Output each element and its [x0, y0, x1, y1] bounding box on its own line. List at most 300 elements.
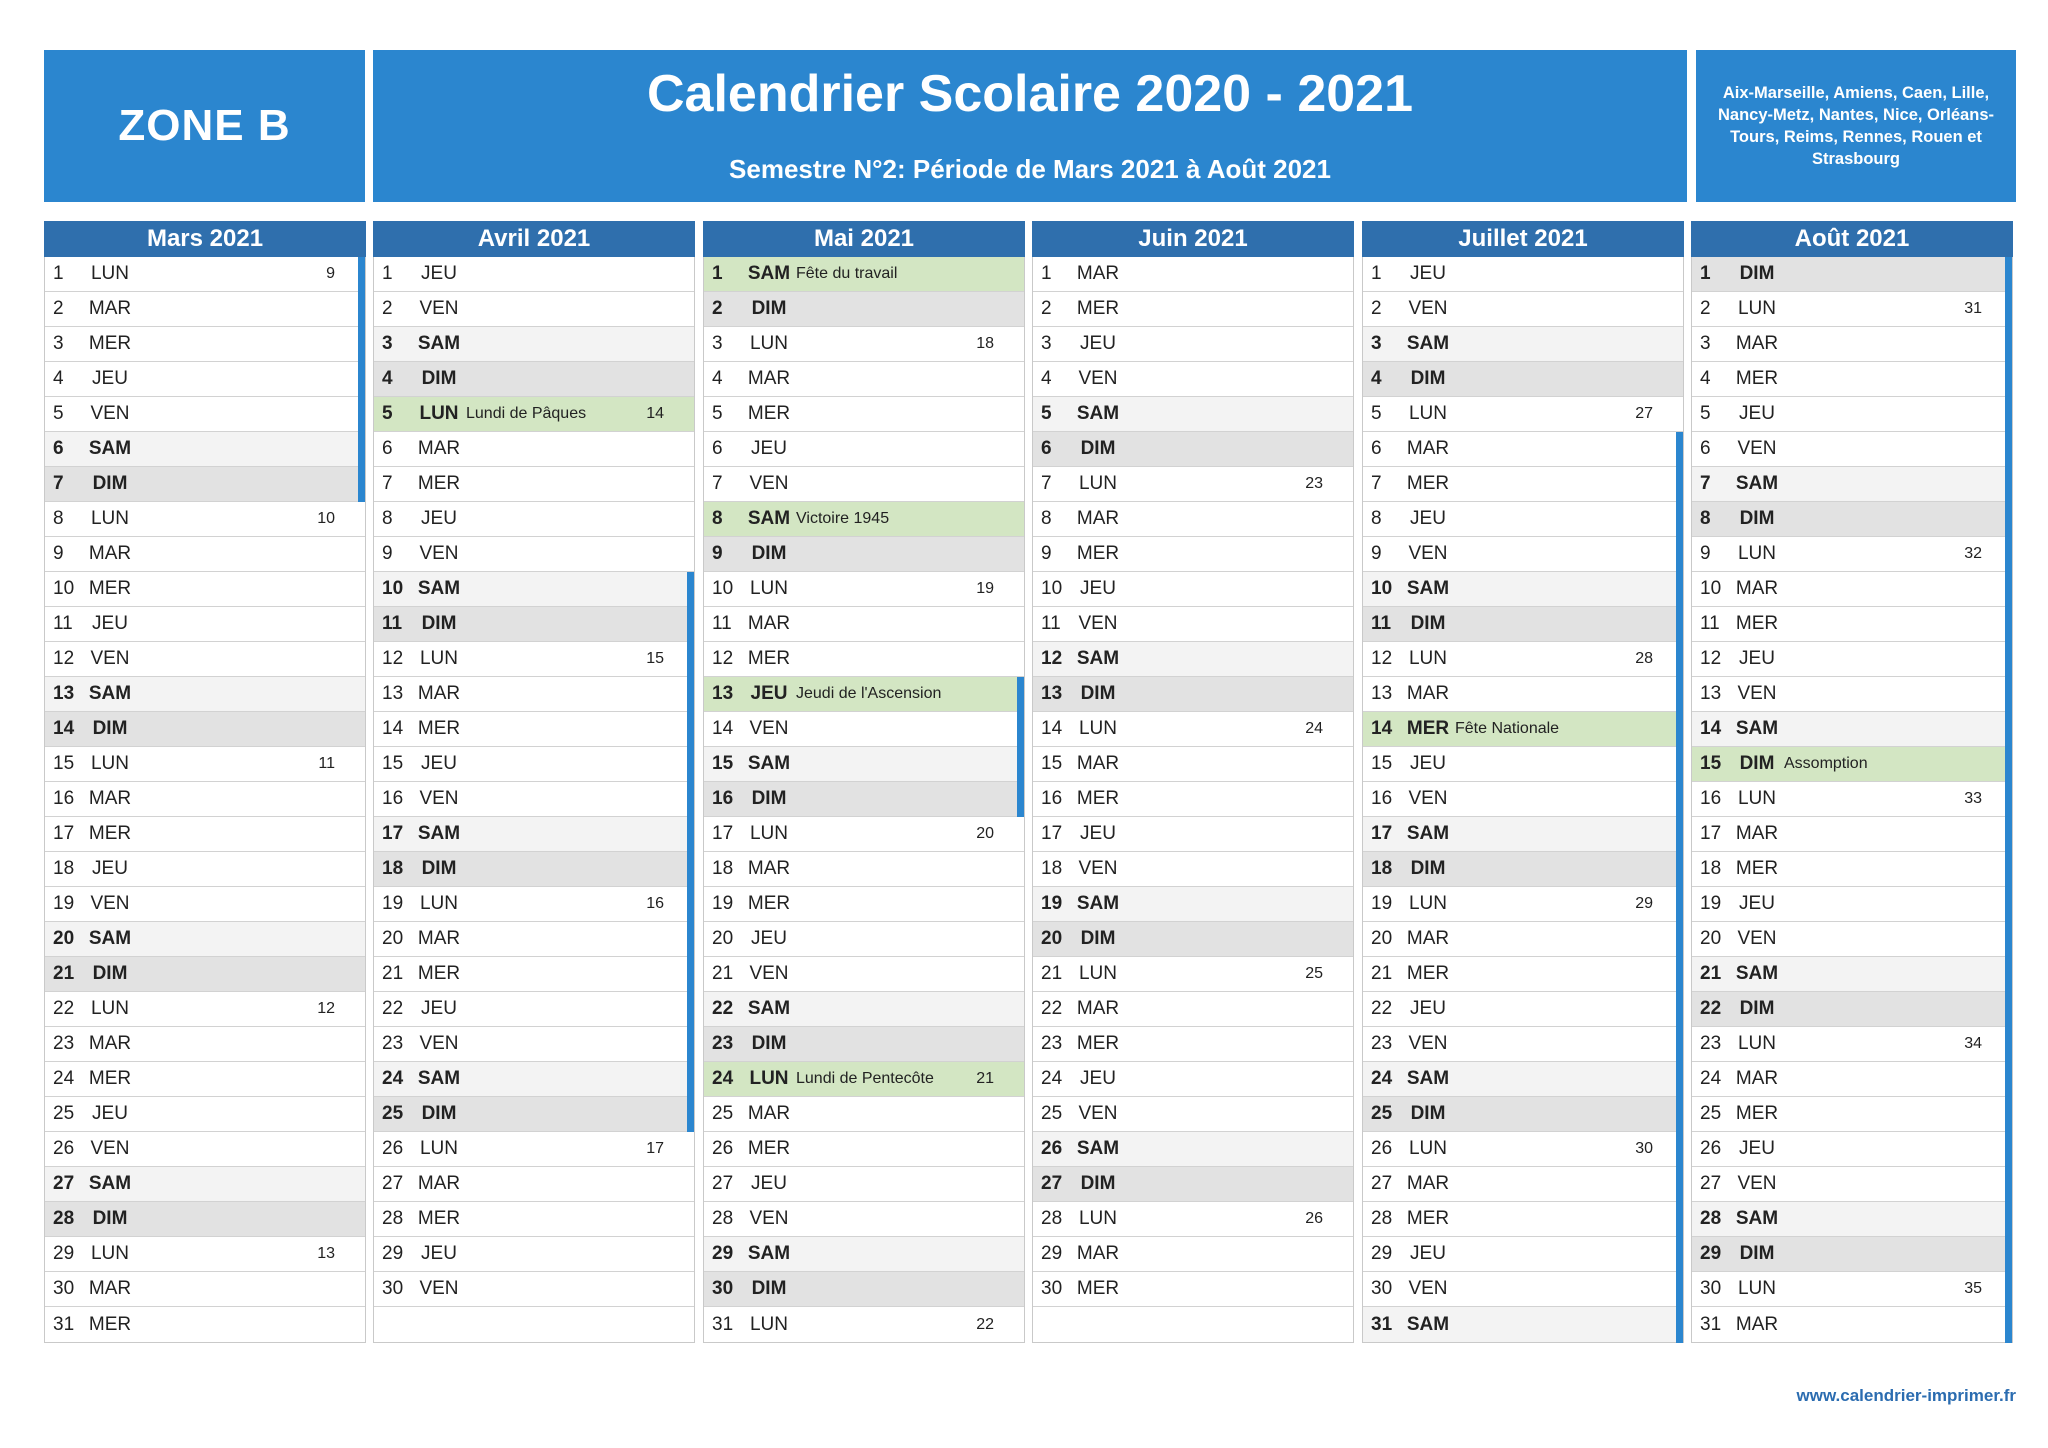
day-number: 7 — [1371, 473, 1382, 494]
day-row — [374, 1062, 694, 1097]
day-number: 18 — [712, 858, 734, 879]
day-number: 30 — [1041, 1278, 1063, 1299]
day-name: VEN — [1078, 613, 1118, 634]
day-row — [1363, 852, 1683, 887]
day-row — [704, 1097, 1024, 1132]
day-name: DIM — [751, 543, 787, 564]
day-name: DIM — [1080, 683, 1116, 704]
day-name: MER — [1406, 718, 1450, 739]
day-row — [1363, 432, 1683, 467]
day-row — [1692, 642, 2012, 677]
day-row — [1692, 467, 2012, 502]
day-number: 12 — [1041, 648, 1063, 669]
day-number: 28 — [1041, 1208, 1063, 1229]
day-name: SAM — [88, 438, 132, 459]
day-row — [704, 1307, 1024, 1342]
day-name: LUN — [749, 823, 788, 844]
day-name: VEN — [90, 1138, 130, 1159]
month-header: Juillet 2021 — [1362, 221, 1684, 257]
day-number: 16 — [1041, 788, 1063, 809]
day-row — [374, 607, 694, 642]
day-number: 21 — [53, 963, 75, 984]
day-name: MAR — [1076, 508, 1120, 529]
day-name: JEU — [1410, 263, 1446, 284]
day-row — [374, 572, 694, 607]
week-number: 25 — [1305, 965, 1323, 982]
day-number: 10 — [1041, 578, 1063, 599]
day-row — [45, 572, 365, 607]
month-days — [703, 257, 1025, 1343]
day-row — [45, 992, 365, 1027]
day-number: 12 — [1371, 648, 1393, 669]
zone-label: ZONE B — [118, 101, 291, 150]
day-number: 17 — [53, 823, 75, 844]
day-row — [1363, 1132, 1683, 1167]
day-number: 14 — [712, 718, 734, 739]
week-number: 14 — [646, 405, 664, 422]
day-number: 11 — [382, 613, 403, 634]
day-number: 19 — [712, 893, 734, 914]
day-name: LUN — [1078, 718, 1117, 739]
day-number: 23 — [1700, 1033, 1722, 1054]
page-title: Calendrier Scolaire 2020 - 2021 — [646, 65, 1413, 123]
academies-banner — [1696, 50, 2016, 202]
day-name: JEU — [1080, 333, 1116, 354]
day-number: 16 — [1700, 788, 1722, 809]
day-row — [1692, 887, 2012, 922]
day-name: DIM — [1080, 1173, 1116, 1194]
day-row — [704, 712, 1024, 747]
day-row — [1363, 712, 1683, 747]
day-number: 13 — [712, 683, 734, 704]
day-number: 26 — [53, 1138, 75, 1159]
day-name: SAM — [747, 263, 791, 284]
day-name: DIM — [1410, 368, 1446, 389]
day-name: MAR — [1735, 578, 1779, 599]
day-number: 2 — [1041, 298, 1052, 319]
day-number: 12 — [53, 648, 75, 669]
day-name: VEN — [1408, 788, 1448, 809]
day-number: 2 — [382, 298, 393, 319]
day-name: MAR — [1406, 438, 1450, 459]
day-row — [1692, 1132, 2012, 1167]
day-number: 21 — [1371, 963, 1393, 984]
day-row — [45, 362, 365, 397]
day-name: LUN — [1737, 1278, 1776, 1299]
day-number: 7 — [1700, 473, 1711, 494]
day-number: 12 — [382, 648, 404, 669]
day-name: VEN — [1737, 438, 1777, 459]
day-row — [704, 782, 1024, 817]
day-row — [1033, 852, 1353, 887]
day-row — [704, 257, 1024, 292]
day-name: JEU — [421, 1243, 457, 1264]
week-number: 23 — [1305, 475, 1323, 492]
day-name: MAR — [88, 1278, 132, 1299]
day-number: 15 — [382, 753, 404, 774]
day-number: 30 — [1371, 1278, 1393, 1299]
day-name: MER — [1076, 1033, 1120, 1054]
day-name: VEN — [1408, 543, 1448, 564]
day-number: 6 — [712, 438, 723, 459]
month-header: Avril 2021 — [373, 221, 695, 257]
day-row — [1363, 887, 1683, 922]
day-name: SAM — [1076, 403, 1120, 424]
day-number: 23 — [1041, 1033, 1063, 1054]
day-number: 20 — [382, 928, 404, 949]
website-link[interactable]: www.calendrier-imprimer.fr — [1796, 1386, 2016, 1405]
day-row — [704, 887, 1024, 922]
day-number: 23 — [53, 1033, 75, 1054]
day-row — [1033, 1132, 1353, 1167]
day-number: 23 — [1371, 1033, 1393, 1054]
day-number: 26 — [1371, 1138, 1393, 1159]
day-number: 27 — [53, 1173, 75, 1194]
day-name: MER — [417, 718, 461, 739]
day-name: DIM — [1739, 1243, 1775, 1264]
day-name: SAM — [417, 578, 461, 599]
day-name: JEU — [1410, 1243, 1446, 1264]
day-number: 4 — [53, 368, 64, 389]
day-name: MER — [417, 963, 461, 984]
day-row — [704, 397, 1024, 432]
day-name: MER — [1076, 788, 1120, 809]
day-name: SAM — [747, 1243, 791, 1264]
week-number: 20 — [976, 825, 994, 842]
day-name: MAR — [1076, 263, 1120, 284]
day-name: MER — [1735, 1103, 1779, 1124]
day-name: DIM — [1739, 998, 1775, 1019]
day-row — [1692, 572, 2012, 607]
day-number: 14 — [53, 718, 75, 739]
day-number: 3 — [1371, 333, 1382, 354]
day-name: SAM — [1406, 578, 1450, 599]
day-name: DIM — [1410, 613, 1446, 634]
day-row — [704, 992, 1024, 1027]
day-name: MER — [1406, 1208, 1450, 1229]
day-row — [374, 992, 694, 1027]
day-row — [1363, 362, 1683, 397]
day-row — [45, 1097, 365, 1132]
day-row — [1033, 712, 1353, 747]
day-number: 3 — [382, 333, 393, 354]
day-row — [45, 257, 365, 292]
day-number: 18 — [53, 858, 75, 879]
day-row — [1033, 992, 1353, 1027]
week-number: 18 — [976, 335, 994, 352]
month-days — [373, 257, 695, 1343]
day-number: 1 — [1371, 263, 1382, 284]
day-number: 20 — [1700, 928, 1722, 949]
day-row — [1033, 607, 1353, 642]
day-name: DIM — [1080, 438, 1116, 459]
day-number: 5 — [1041, 403, 1052, 424]
day-name: LUN — [1078, 1208, 1117, 1229]
day-number: 1 — [382, 263, 393, 284]
day-name: MAR — [1406, 1173, 1450, 1194]
day-name: MER — [88, 1313, 132, 1335]
day-number: 29 — [1700, 1243, 1722, 1264]
day-row — [45, 397, 365, 432]
day-row — [1033, 467, 1353, 502]
day-number: 20 — [1371, 928, 1393, 949]
day-name: LUN — [419, 403, 459, 424]
day-row — [45, 957, 365, 992]
day-row — [1363, 257, 1683, 292]
day-number: 24 — [712, 1068, 734, 1089]
day-number: 10 — [53, 578, 75, 599]
day-row — [1692, 1307, 2012, 1342]
day-row — [704, 1272, 1024, 1307]
day-number: 2 — [1371, 298, 1382, 319]
day-name: VEN — [419, 543, 459, 564]
day-name: DIM — [751, 788, 787, 809]
day-number: 27 — [1371, 1173, 1393, 1194]
day-row — [1692, 992, 2012, 1027]
day-name: DIM — [421, 1103, 457, 1124]
holiday-label: Fête Nationale — [1455, 720, 1560, 737]
day-name: MAR — [1735, 1313, 1779, 1335]
day-name: VEN — [419, 1033, 459, 1054]
day-name: VEN — [419, 1278, 459, 1299]
day-number: 30 — [382, 1278, 404, 1299]
week-number: 31 — [1964, 300, 1982, 317]
day-number: 8 — [1700, 508, 1711, 529]
month-column — [1691, 221, 2013, 1343]
day-name: DIM — [1739, 508, 1775, 529]
day-name: DIM — [421, 368, 457, 389]
day-number: 26 — [382, 1138, 404, 1159]
day-row — [704, 1132, 1024, 1167]
day-name: VEN — [1078, 1103, 1118, 1124]
day-row — [45, 712, 365, 747]
day-name: VEN — [1737, 928, 1777, 949]
day-number: 6 — [1041, 438, 1052, 459]
day-number: 14 — [1371, 718, 1393, 739]
day-name: MER — [88, 578, 132, 599]
day-row — [1363, 1202, 1683, 1237]
holiday-label: Lundi de Pentecôte — [796, 1070, 934, 1087]
day-row — [1363, 817, 1683, 852]
day-number: 20 — [712, 928, 734, 949]
day-row — [374, 817, 694, 852]
day-name: DIM — [751, 1033, 787, 1054]
month-days — [1362, 257, 1684, 1343]
day-name: DIM — [1739, 263, 1775, 284]
day-name: MAR — [88, 788, 132, 809]
day-row — [704, 362, 1024, 397]
day-number: 26 — [1700, 1138, 1722, 1159]
day-number: 14 — [1041, 718, 1063, 739]
day-row — [704, 1202, 1024, 1237]
day-number: 27 — [382, 1173, 404, 1194]
day-number: 22 — [382, 998, 404, 1019]
day-row — [1363, 502, 1683, 537]
day-name: VEN — [90, 648, 130, 669]
day-row — [1033, 362, 1353, 397]
day-number: 3 — [1041, 333, 1052, 354]
day-number: 8 — [1371, 508, 1382, 529]
day-name: SAM — [1735, 718, 1779, 739]
day-row — [374, 957, 694, 992]
day-name: JEU — [1739, 403, 1775, 424]
day-row — [45, 607, 365, 642]
day-name: LUN — [90, 263, 129, 284]
day-row — [45, 537, 365, 572]
day-name: MER — [88, 823, 132, 844]
day-name: JEU — [1410, 508, 1446, 529]
day-row — [1033, 887, 1353, 922]
day-number: 2 — [1700, 298, 1711, 319]
day-name: SAM — [1076, 893, 1120, 914]
day-name: VEN — [1408, 1033, 1448, 1054]
day-row — [374, 257, 694, 292]
day-number: 19 — [1041, 893, 1063, 914]
day-name: VEN — [419, 298, 459, 319]
day-number: 6 — [1371, 438, 1382, 459]
day-number: 24 — [53, 1068, 75, 1089]
day-row — [1363, 922, 1683, 957]
day-name: LUN — [1737, 788, 1776, 809]
day-name: SAM — [1735, 1208, 1779, 1229]
day-number: 31 — [53, 1313, 75, 1335]
day-number: 18 — [1041, 858, 1063, 879]
week-number: 24 — [1305, 720, 1323, 737]
day-number: 13 — [53, 683, 75, 704]
day-number: 9 — [382, 543, 393, 564]
day-name: SAM — [417, 1068, 461, 1089]
day-row — [704, 467, 1024, 502]
day-number: 31 — [1371, 1313, 1393, 1335]
day-name: MAR — [1735, 1068, 1779, 1089]
day-row — [45, 782, 365, 817]
day-row — [45, 1237, 365, 1272]
day-number: 22 — [1371, 998, 1393, 1019]
day-name: MAR — [1076, 753, 1120, 774]
day-row — [45, 747, 365, 782]
day-row — [374, 397, 694, 432]
day-number: 22 — [53, 998, 75, 1019]
day-row — [1033, 397, 1353, 432]
day-row — [1692, 712, 2012, 747]
day-number: 27 — [1041, 1173, 1063, 1194]
day-name: SAM — [1076, 648, 1120, 669]
day-number: 1 — [1700, 263, 1711, 284]
day-number: 17 — [1700, 823, 1722, 844]
day-row — [45, 1062, 365, 1097]
day-row — [704, 1167, 1024, 1202]
day-number: 25 — [1371, 1103, 1393, 1124]
day-row — [45, 677, 365, 712]
day-row — [45, 922, 365, 957]
day-number: 25 — [382, 1103, 404, 1124]
day-number: 19 — [1371, 893, 1393, 914]
day-name: SAM — [1406, 823, 1450, 844]
day-name: JEU — [1410, 753, 1446, 774]
day-name: JEU — [1080, 578, 1116, 599]
day-name: MER — [1076, 298, 1120, 319]
day-name: MAR — [88, 298, 132, 319]
day-name: VEN — [1408, 1278, 1448, 1299]
day-row — [1692, 607, 2012, 642]
month-days — [44, 257, 366, 1343]
day-name: LUN — [90, 508, 129, 529]
day-number: 29 — [1041, 1243, 1063, 1264]
day-row — [1033, 1237, 1353, 1272]
day-row — [1033, 572, 1353, 607]
month-column — [373, 221, 695, 1343]
day-row — [1363, 1237, 1683, 1272]
day-name: LUN — [419, 1138, 458, 1159]
day-number: 1 — [712, 263, 723, 284]
week-number: 29 — [1635, 895, 1653, 912]
day-name: LUN — [419, 893, 458, 914]
day-row — [374, 1272, 694, 1307]
day-name: DIM — [751, 298, 787, 319]
day-name: JEU — [92, 1103, 128, 1124]
day-row — [1692, 747, 2012, 782]
week-number: 35 — [1964, 1280, 1982, 1297]
zone-banner — [44, 50, 365, 202]
day-number: 13 — [1700, 683, 1722, 704]
day-number: 28 — [53, 1208, 75, 1229]
day-number: 23 — [382, 1033, 404, 1054]
week-number: 26 — [1305, 1210, 1323, 1227]
day-number: 11 — [53, 613, 73, 634]
day-name: SAM — [747, 998, 791, 1019]
day-number: 26 — [712, 1138, 734, 1159]
day-name: LUN — [1408, 893, 1447, 914]
day-number: 7 — [712, 473, 723, 494]
day-row — [1363, 1062, 1683, 1097]
day-row — [1363, 1027, 1683, 1062]
day-row — [374, 537, 694, 572]
day-number: 12 — [1700, 648, 1722, 669]
week-number: 9 — [326, 265, 335, 282]
day-number: 7 — [382, 473, 393, 494]
day-number: 11 — [1700, 613, 1720, 634]
day-row — [1033, 432, 1353, 467]
day-number: 14 — [382, 718, 404, 739]
day-name: DIM — [92, 1208, 128, 1229]
day-row — [1033, 677, 1353, 712]
day-name: DIM — [421, 613, 457, 634]
day-number: 5 — [1371, 403, 1382, 424]
day-row — [704, 537, 1024, 572]
day-row — [45, 1202, 365, 1237]
month-header: Mars 2021 — [44, 221, 366, 257]
day-number: 4 — [1371, 368, 1382, 389]
day-row — [1692, 502, 2012, 537]
day-row — [45, 852, 365, 887]
day-number: 19 — [382, 893, 404, 914]
day-name: JEU — [1739, 1138, 1775, 1159]
day-name: JEU — [1080, 1068, 1116, 1089]
day-row — [1033, 642, 1353, 677]
day-name: SAM — [1406, 1313, 1450, 1335]
day-row — [1363, 782, 1683, 817]
day-row — [45, 1307, 365, 1342]
day-name: MAR — [1076, 998, 1120, 1019]
day-row — [374, 432, 694, 467]
day-row — [45, 432, 365, 467]
day-row — [374, 1167, 694, 1202]
day-row — [1692, 537, 2012, 572]
day-name: JEU — [750, 683, 788, 704]
day-number: 15 — [1700, 753, 1722, 774]
holiday-label: Lundi de Pâques — [466, 405, 587, 422]
day-row — [374, 747, 694, 782]
